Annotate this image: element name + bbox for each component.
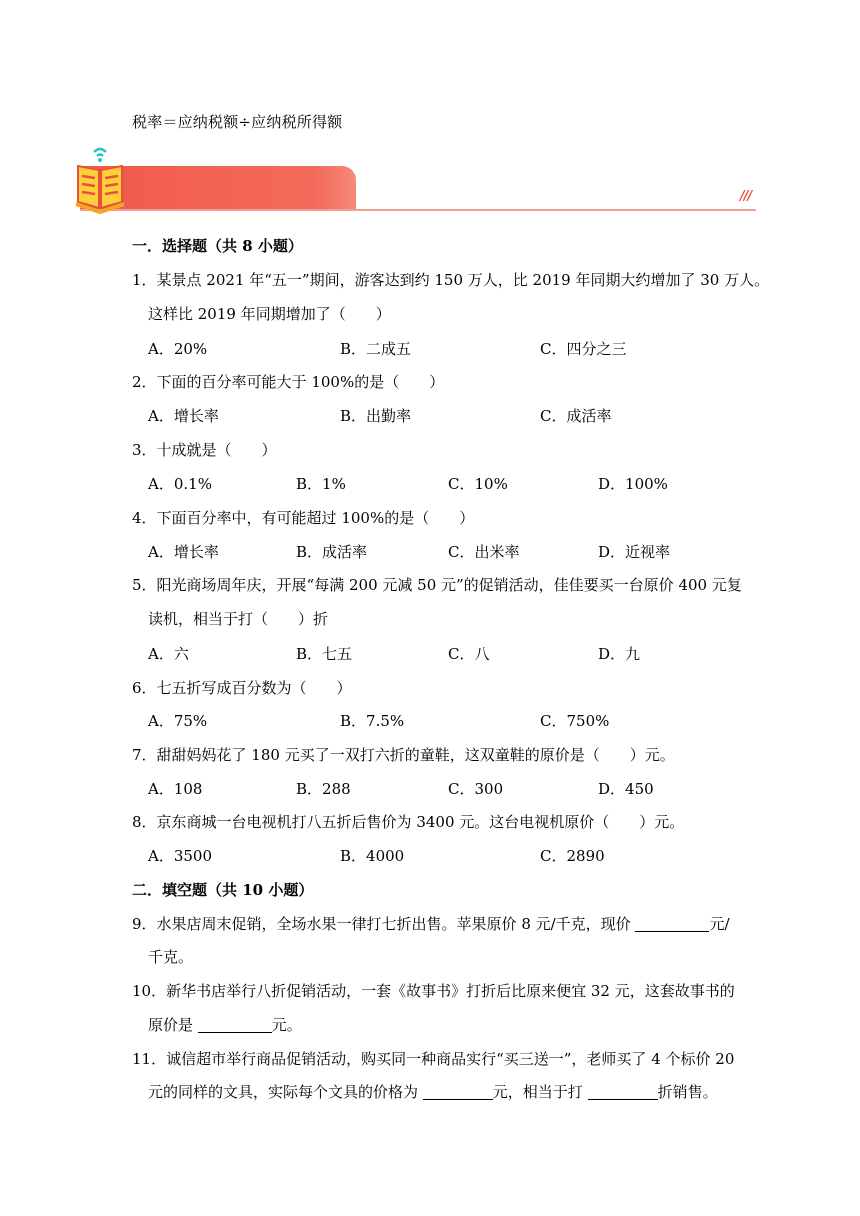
question-3-option-c: C．10% [448, 475, 508, 493]
question-11-text-c: 折销售。 [657, 1083, 718, 1101]
answer-blank-10[interactable] [198, 1016, 272, 1033]
answer-blank-11a[interactable] [423, 1083, 493, 1100]
question-1-option-a: A．20% [148, 340, 208, 358]
question-4-option-c: C．出米率 [448, 543, 520, 561]
question-11-text-b: 元，相当于打 [492, 1083, 588, 1101]
question-10-line-2 [148, 1014, 302, 1035]
question-11-text-a: 元的同样的文具，实际每个文具的价格为 [148, 1083, 423, 1101]
question-1-option-c: C．四分之三 [540, 340, 627, 358]
question-3-line-1: 3．十成就是（ ） [132, 441, 277, 459]
question-4-option-a: A．增长率 [148, 543, 219, 561]
question-8-option-b: B．4000 [340, 847, 405, 865]
question-7-line-1: 7．甜甜妈妈花了 180 元买了一双打六折的童鞋，这双童鞋的原价是（ ）元。 [132, 746, 675, 764]
banner-slashes: /// [740, 189, 752, 204]
question-1-line-2: 这样比 2019 年同期增加了（ ） [148, 305, 391, 323]
question-1-line-1: 1．某景点 2021 年“五一”期间，游客达到约 150 万人，比 2019 年同期大约增加了 30 万人。 [132, 271, 770, 289]
question-3-option-a: A．0.1% [148, 475, 212, 493]
section-banner [72, 144, 762, 220]
book-icon [72, 144, 130, 214]
question-6-option-b: B．7.5% [340, 712, 405, 730]
question-10-line-1: 10．新华书店举行八折促销活动，一套《故事书》打折后比原来便宜 32 元，这套故事书的 [132, 982, 735, 1000]
question-8-option-c: C．2890 [540, 847, 605, 865]
question-8-line-1: 8．京东商城一台电视机打八五折后售价为 3400 元。这台电视机原价（ ）元。 [132, 813, 685, 831]
question-4-option-b: B．成活率 [296, 543, 368, 561]
question-5-line-1: 5．阳光商场周年庆，开展“每满 200 元减 50 元”的促销活动，佳佳要买一台原价 400 元复 [132, 576, 742, 594]
question-9-text-b: 元/ [709, 915, 730, 933]
question-8-option-a: A．3500 [148, 847, 213, 865]
section-title-fill: 二．填空题（共 10 小题） [132, 881, 314, 899]
question-11-line-2 [148, 1081, 718, 1102]
question-5-option-c: C．八 [448, 645, 490, 663]
question-7-option-b: B．288 [296, 780, 351, 798]
question-7-option-d: D．450 [598, 780, 654, 798]
question-3-option-d: D．100% [598, 475, 668, 493]
question-4-option-d: D．近视率 [598, 543, 671, 561]
section-title-choice: 一．选择题（共 8 小题） [132, 237, 303, 255]
question-4-line-1: 4．下面百分率中，有可能超过 100%的是（ ） [132, 509, 475, 527]
question-10-text-a: 原价是 [148, 1016, 198, 1034]
question-5-option-a: A．六 [148, 645, 189, 663]
question-3-option-b: B．1% [296, 475, 346, 493]
question-9-text-a: 9．水果店周末促销，全场水果一律打七折出售。苹果原价 8 元/千克，现价 [132, 915, 636, 933]
banner-underline [80, 209, 756, 211]
question-9-line-2: 千克。 [148, 948, 194, 966]
question-5-option-b: B．七五 [296, 645, 353, 663]
answer-blank-9[interactable] [635, 915, 709, 932]
question-5-line-2: 读机，相当于打（ ）折 [148, 610, 329, 628]
question-1-option-b: B．二成五 [340, 340, 412, 358]
question-10-text-b: 元。 [271, 1016, 302, 1034]
question-7-option-a: A．108 [148, 780, 203, 798]
answer-blank-11b[interactable] [588, 1083, 658, 1100]
question-5-option-d: D．九 [598, 645, 641, 663]
question-6-option-c: C．750% [540, 712, 610, 730]
question-7-option-c: C．300 [448, 780, 504, 798]
question-2-option-a: A．增长率 [148, 407, 219, 425]
question-2-option-c: C．成活率 [540, 407, 612, 425]
tax-rate-formula: 税率＝应纳税额÷应纳税所得额 [132, 113, 343, 131]
question-6-line-1: 6．七五折写成百分数为（ ） [132, 679, 352, 697]
question-2-line-1: 2．下面的百分率可能大于 100%的是（ ） [132, 373, 445, 391]
question-2-option-b: B．出勤率 [340, 407, 412, 425]
question-9-line-1 [132, 913, 730, 934]
question-11-line-1: 11．诚信超市举行商品促销活动，购买同一种商品实行“买三送一”，老师买了 4 个标价 20 [132, 1050, 735, 1068]
question-6-option-a: A．75% [148, 712, 208, 730]
